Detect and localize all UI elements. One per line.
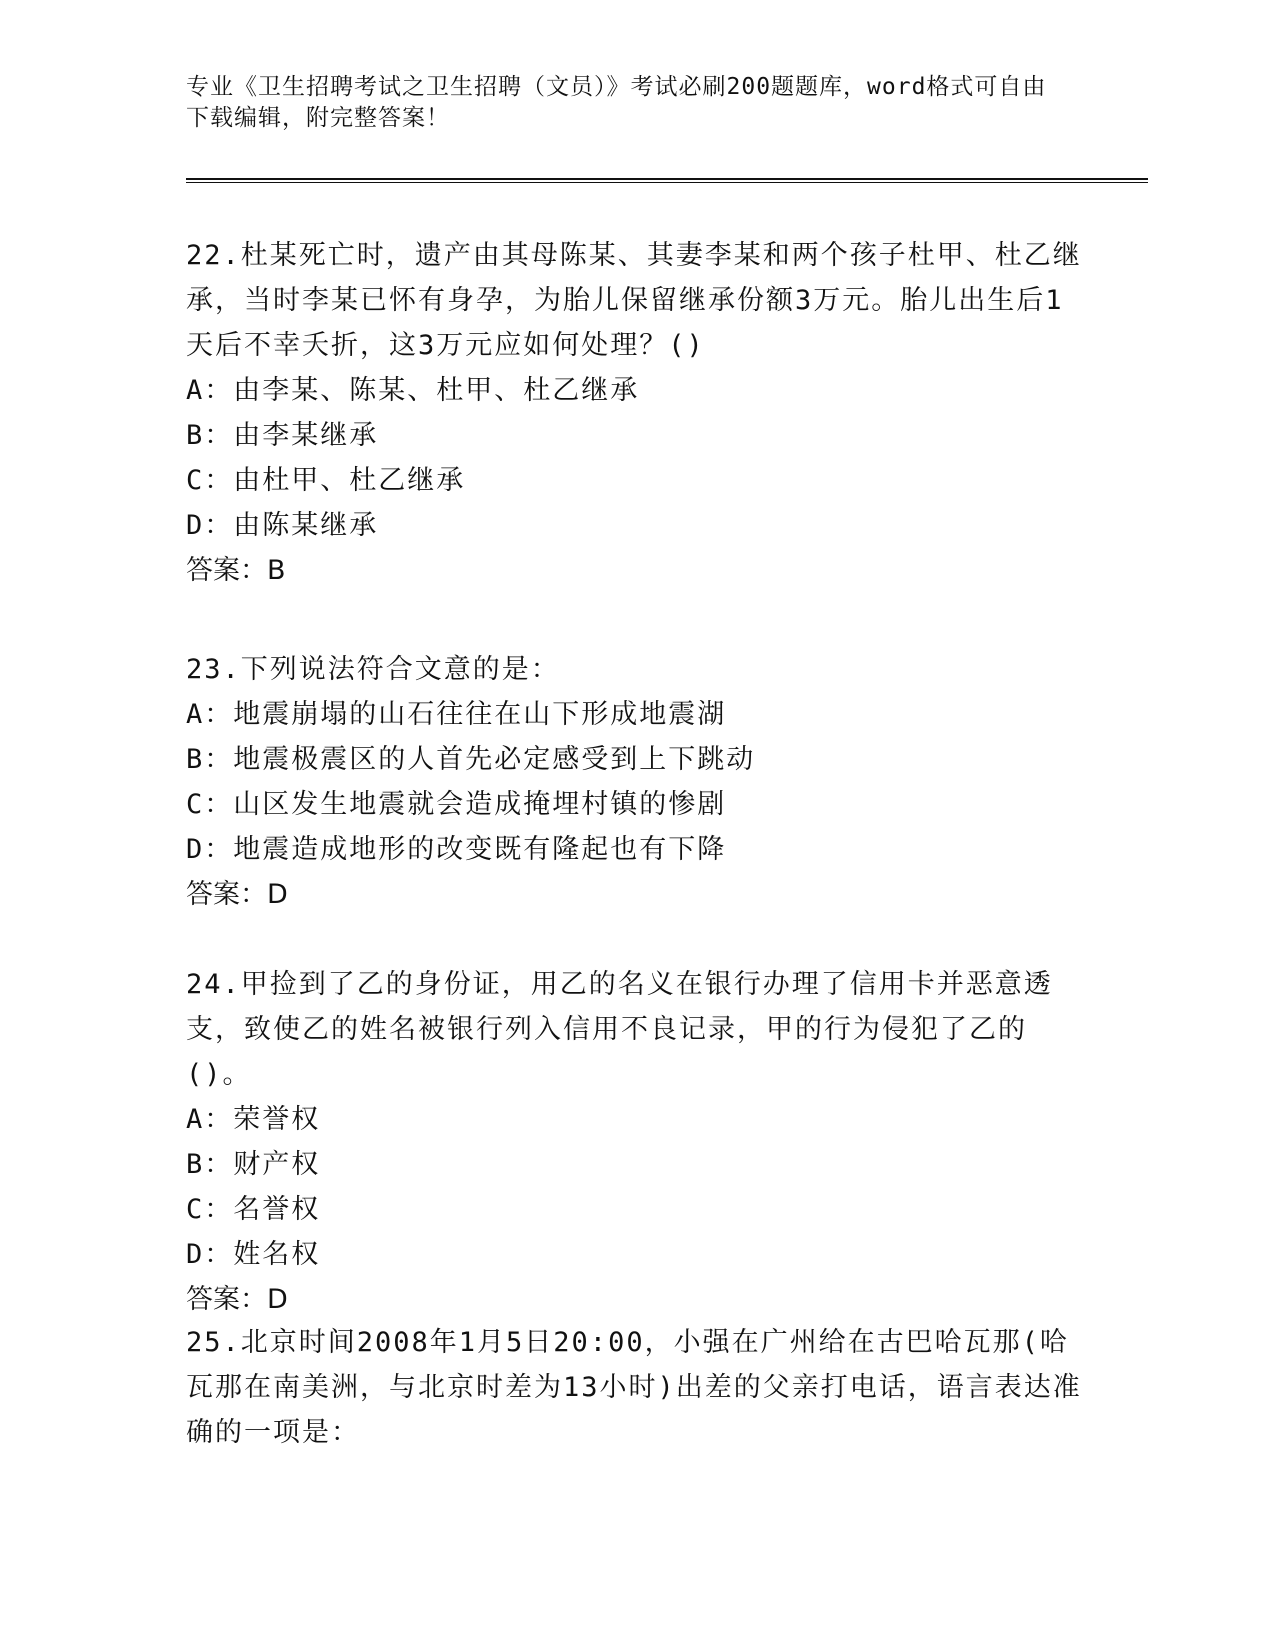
- option-b: B：财产权: [186, 1149, 321, 1180]
- question-stem: 23.下列说法符合文意的是：: [186, 654, 560, 685]
- question-22: [186, 233, 1086, 593]
- option-a: A：地震崩塌的山石往往在山下形成地震湖: [186, 699, 727, 730]
- option-c: C：山区发生地震就会造成掩埋村镇的惨剧: [186, 789, 727, 820]
- answer-line: 答案：D: [186, 879, 288, 910]
- question-stem: 24.甲捡到了乙的身份证，用乙的名义在银行办理了信用卡并恶意透支，致使乙的姓名被银行列入信用不良记录，甲的行为侵犯了乙的()。: [186, 969, 1053, 1090]
- answer-line: 答案：B: [186, 555, 286, 586]
- question-25: [186, 1320, 1086, 1455]
- question-24: [186, 962, 1086, 1322]
- answer-line: 答案：D: [186, 1284, 288, 1315]
- option-a: A：荣誉权: [186, 1104, 321, 1135]
- question-23: [186, 647, 1086, 917]
- option-d: D：姓名权: [186, 1239, 321, 1270]
- option-c: C：由杜甲、杜乙继承: [186, 465, 466, 496]
- option-d: D：地震造成地形的改变既有隆起也有下降: [186, 834, 727, 865]
- option-d: D：由陈某继承: [186, 510, 379, 541]
- option-b: B：地震极震区的人首先必定感受到上下跳动: [186, 744, 756, 775]
- option-c: C：名誉权: [186, 1194, 321, 1225]
- question-stem: 25.北京时间2008年1月5日20:00，小强在广州给在古巴哈瓦那(哈瓦那在南美洲，与北京时差为13小时)出差的父亲打电话，语言表达准确的一项是：: [186, 1327, 1082, 1448]
- option-b: B：由李某继承: [186, 420, 379, 451]
- header-divider: [186, 178, 1148, 183]
- option-a: A：由李某、陈某、杜甲、杜乙继承: [186, 375, 640, 406]
- question-stem: 22.杜某死亡时，遗产由其母陈某、其妻李某和两个孩子杜甲、杜乙继承，当时李某已怀有身孕，为胎儿保留继承份额3万元。胎儿出生后1天后不幸夭折，这3万元应如何处理？(): [186, 240, 1082, 361]
- page-header: 专业《卫生招聘考试之卫生招聘（文员）》考试必刷200题题库，word格式可自由下载编辑，附完整答案！: [186, 74, 1047, 131]
